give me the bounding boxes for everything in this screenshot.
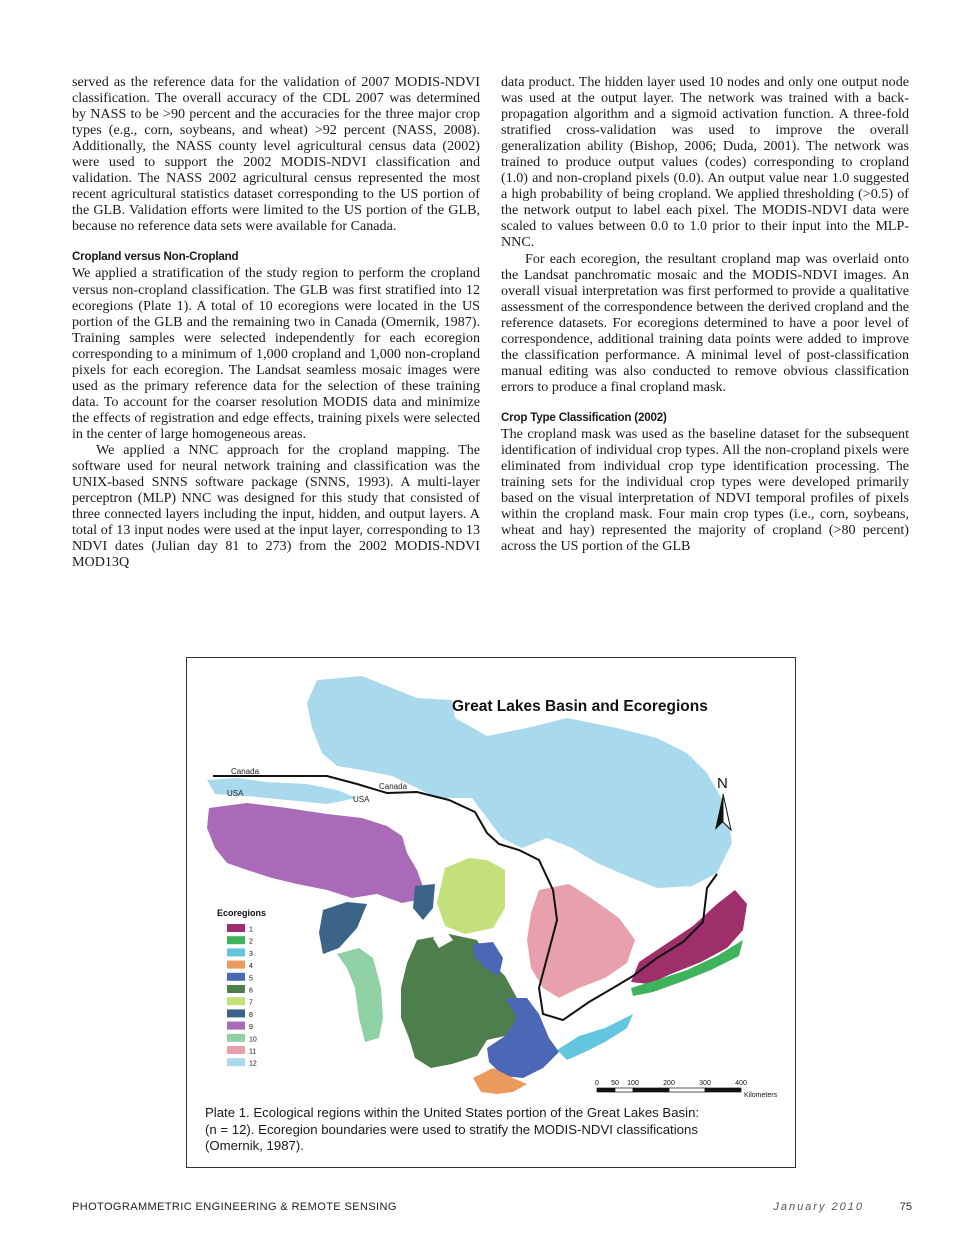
paragraph: We applied a NNC approach for the cropland mapping. The software used for neural network training and classification was the UNIX-based SNNS software package (SNNS, 1993). A multi-layer perceptron (MLP) NNC was designed for this study that consisted of three connected layers including the input, hidden, and output layers. A total of 13 input nodes were used at the input layer, corresponding to 13 NDVI dates (Julian day 81 to 273) from the 2002 MODIS-NDVI MOD13Q: [72, 441, 480, 571]
legend-swatch-1: [227, 924, 245, 932]
left-text-column: [72, 74, 480, 570]
right-text-column: [501, 74, 909, 554]
issue-date: January 2010: [773, 1201, 864, 1213]
ecoregion-9-area: [207, 803, 427, 903]
figure-caption: [205, 1105, 780, 1155]
legend-label-7: 7: [249, 999, 253, 1007]
legend-swatch-3: [227, 948, 245, 956]
canada-label-west: Canada: [231, 767, 260, 776]
scale-tick-label: 50: [611, 1080, 619, 1087]
ecoregion-map: [187, 658, 795, 1098]
scale-segment: [705, 1088, 741, 1092]
legend-swatch-2: [227, 936, 245, 944]
paragraph: The cropland mask was used as the baseline dataset for the subsequent identification of individual crop types. All the non-cropland pixels were eliminated from individual crop type identification processing. The training sets for the individual crop types were developed primarily based on the visual interpretation of NDVI temporal profiles of pixels within the cropland mask. Four main crop types (i.e., corn, soybeans, wheat and hay) represented the majority of cropland (>80 percent) across the US portion of the GLB: [501, 425, 909, 555]
ecoregion-7-area: [437, 858, 505, 934]
caption-line: (n = 12). Ecoregion boundaries were used to stratify the MODIS-NDVI classifications: [205, 1121, 698, 1137]
map-title: Great Lakes Basin and Ecoregions: [452, 698, 708, 715]
legend-swatch-7: [227, 997, 245, 1005]
usa-label-central: USA: [353, 795, 370, 804]
scale-segment: [669, 1088, 705, 1092]
scale-segment: [615, 1088, 633, 1092]
paragraph: served as the reference data for the validation of 2007 MODIS-NDVI classification. The overall accuracy of the CDL 2007 was determined by NASS to be >90 percent and the accuracies for the three major crop types (e.g., corn, soybeans, and wheat) >92 percent (NASS, 2008). Additionally, the NASS county level agricultural census data (2002) were used to support the 2002 MODIS-NDVI classification and validation. The NASS 2002 agricultural census represented the most recent agricultural statistics dataset corresponding to the US portion of the GLB. Validation efforts were limited to the US portion of the GLB, because no reference data sets were available for Canada.: [72, 74, 480, 235]
north-letter: N: [717, 775, 728, 792]
scale-segment: [597, 1088, 615, 1092]
scale-tick-label: 400: [735, 1080, 747, 1087]
legend-swatch-4: [227, 961, 245, 969]
scale-bar: [595, 1080, 778, 1098]
page-footer: [72, 1201, 912, 1221]
section-heading: Cropland versus Non-Cropland: [72, 250, 239, 264]
legend-label-2: 2: [249, 938, 253, 946]
ecoregion-10-area: [337, 948, 383, 1042]
legend-label-3: 3: [249, 950, 253, 958]
paragraph: We applied a stratification of the study region to perform the cropland versus non-cropland classification. The GLB was first stratified into 12 ecoregions (Plate 1). A total of 10 ecoregions were located in the US portion of the GLB and the remaining two in Canada (Omernik, 1987). Training samples were selected independently for each ecoregion corresponding to a minimum of 1,000 cropland and 1,000 non-cropland pixels for each ecoregion. The Landsat seamless mosaic images were used as the primary reference data for the selection of these training data. To account for the coarser resolution MODIS data and minimize the effects of registration and edge effects, training pixels were selected in the center of large homogeneous areas.: [72, 265, 480, 442]
scale-tick-label: 300: [699, 1080, 711, 1087]
scale-segment: [633, 1088, 669, 1092]
paragraph: For each ecoregion, the resultant cropland map was overlaid onto the Landsat panchromatic mosaic and the MODIS-NDVI images. An overall visual interpretation was first performed to provide a qualitative assessment of the correspondence between the derived cropland and the reference datasets. For ecoregions determined to have a poor level of correspondence, additional training data points were added to improve the classification performance. A minimal level of post-classification manual editing was also conducted to remove obvious classification errors to produce a final cropland mask.: [501, 250, 909, 395]
legend-label-9: 9: [249, 1024, 253, 1032]
legend-label-12: 12: [249, 1060, 257, 1068]
legend-label-10: 10: [249, 1036, 257, 1044]
canada-label-central: Canada: [379, 782, 408, 791]
legend-swatch-8: [227, 1009, 245, 1017]
legend-label-5: 5: [249, 975, 253, 983]
page-number: 75: [899, 1201, 912, 1213]
caption-line: (Omernik, 1987).: [205, 1138, 304, 1153]
legend-label-4: 4: [249, 963, 253, 971]
legend-label-8: 8: [249, 1011, 253, 1019]
legend-swatch-5: [227, 973, 245, 981]
caption-line: Plate 1. Ecological regions within the United States portion of the Great Lakes Basin:: [205, 1105, 700, 1120]
legend-title: Ecoregions: [217, 908, 267, 918]
scale-tick-label: 0: [595, 1080, 599, 1087]
legend-label-1: 1: [249, 926, 253, 934]
scale-tick-label: 200: [663, 1080, 675, 1087]
ecoregion-8-east: [413, 884, 435, 920]
ecoregion-11-area: [527, 884, 635, 998]
ecoregion-8-area: [319, 902, 367, 954]
legend-label-11: 11: [249, 1048, 257, 1056]
figure-plate-1: [186, 657, 796, 1168]
section-heading: Crop Type Classification (2002): [501, 410, 667, 424]
ecoregion-3-area: [557, 1014, 633, 1060]
legend-swatch-10: [227, 1034, 245, 1042]
legend-swatch-6: [227, 985, 245, 993]
scale-tick-label: 100: [627, 1080, 639, 1087]
legend-label-6: 6: [249, 987, 253, 995]
journal-name: PHOTOGRAMMETRIC ENGINEERING & REMOTE SENSING: [72, 1201, 397, 1213]
legend-swatch-11: [227, 1046, 245, 1054]
scale-unit-label: Kilometers: [744, 1092, 778, 1098]
paragraph: data product. The hidden layer used 10 nodes and only one output node was used at the output layer. The network was trained with a back-propagation algorithm and a sigmoid activation function. A three-fold stratified cross-validation was used to improve the overall generalization ability (Bishop, 2006; Duda, 2001). The network was trained to produce output values (codes) corresponding to cropland (1.0) and non-cropland pixels (0.0). An output value near 1.0 suggested a high probability of being cropland. We applied thresholding (>0.5) of the network output to label each pixel. The MODIS-NDVI data were scaled to values between 0.0 to 1.0 prior to their input into the MLP-NNC.: [501, 74, 909, 251]
usa-label-west: USA: [227, 789, 244, 798]
legend-swatch-9: [227, 1022, 245, 1030]
ecoregion-legend: [217, 908, 266, 1068]
legend-swatch-12: [227, 1058, 245, 1066]
